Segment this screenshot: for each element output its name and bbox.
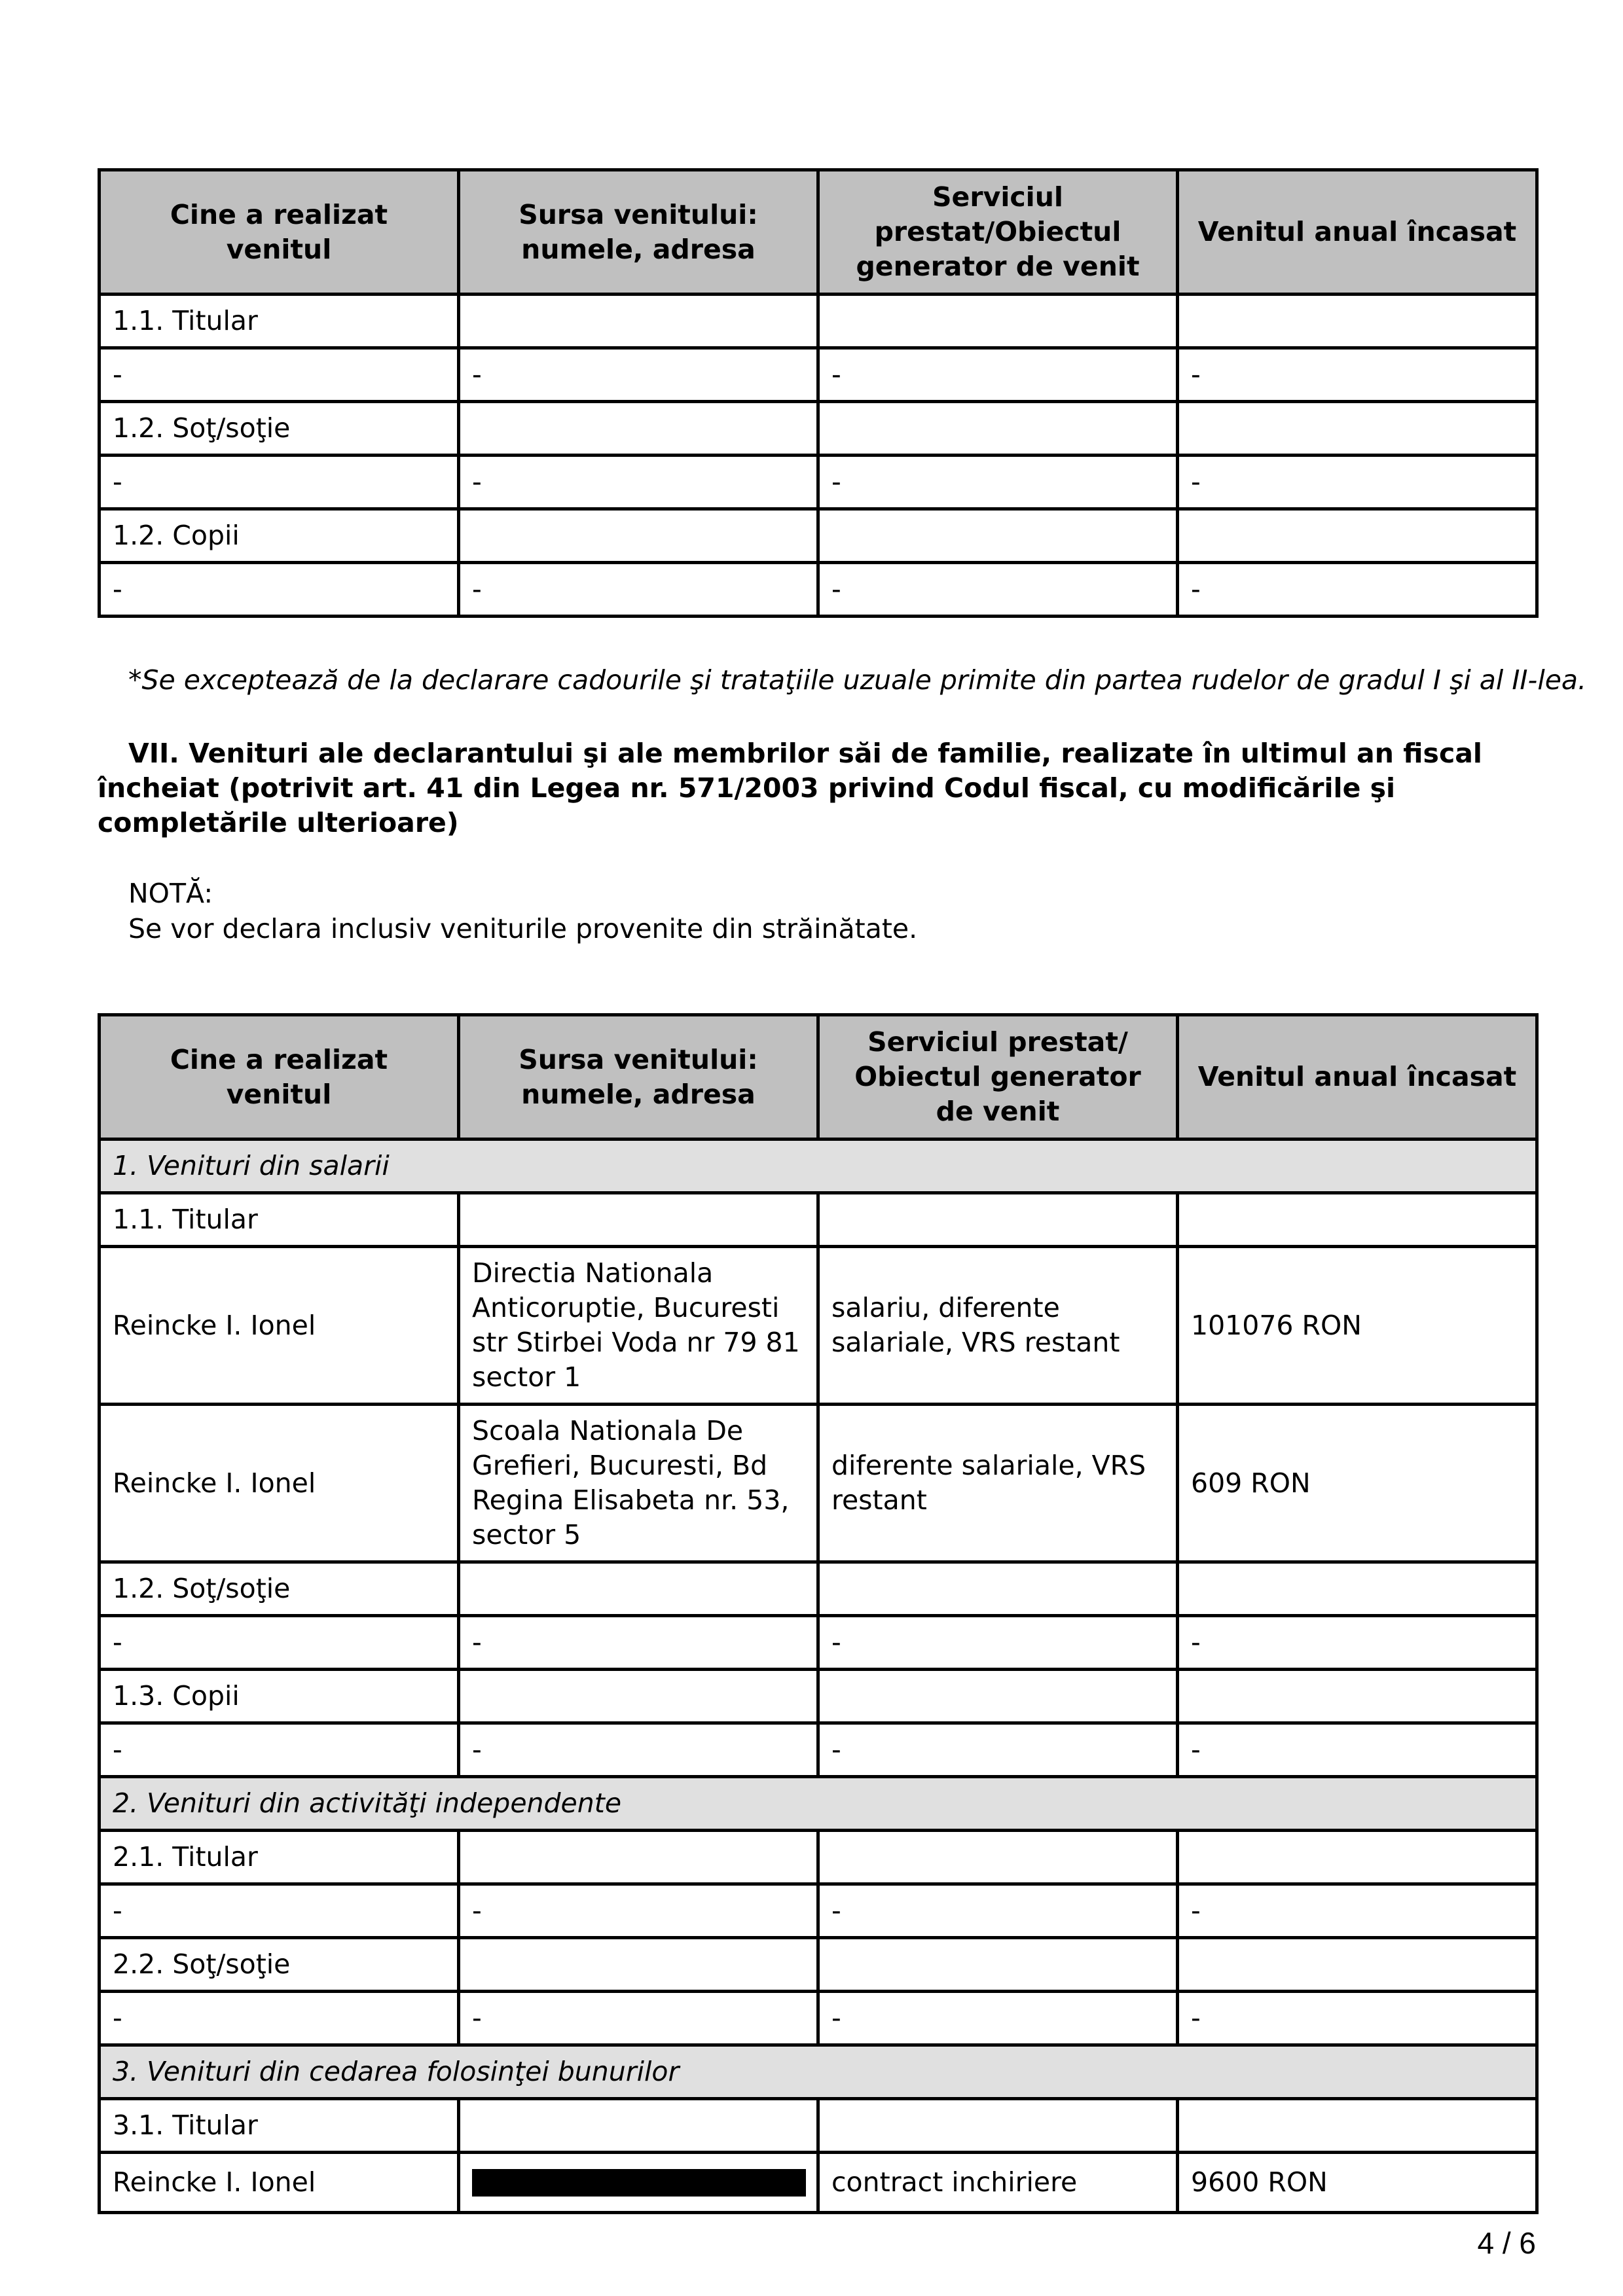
page-number: 4 / 6 [1477,2226,1536,2260]
cell-source [459,402,818,456]
cell-who: Reincke I. Ionel [100,2153,459,2213]
cell-service: - [818,456,1178,509]
cell-who: 1.2. Soţ/soţie [100,1562,459,1616]
cell-service [818,295,1178,348]
cell-income: - [1178,1616,1537,1670]
cell-service [818,1562,1178,1616]
cell-who: 2.1. Titular [100,1831,459,1884]
cell-source: - [459,348,818,402]
income-table-revenue [98,1013,1539,2214]
table-row [100,348,1537,402]
section-row [100,1139,1537,1193]
cell-service: salariu, diferente salariale, VRS restant [818,1247,1178,1405]
cell-who: - [100,1723,459,1777]
cell-service: - [818,1723,1178,1777]
table-row [100,1562,1537,1616]
redaction-bar [472,2169,806,2197]
cell-source [459,1562,818,1616]
cell-who: - [100,456,459,509]
cell-income [1178,295,1537,348]
cell-service: diferente salariale, VRS restant [818,1405,1178,1562]
income-table-gifts [98,168,1539,618]
cell-income [1178,2099,1537,2153]
table-row [100,1992,1537,2045]
cell-service [818,2099,1178,2153]
table-row [100,1938,1537,1992]
header-income: Venitul anual încasat [1178,1015,1537,1139]
section-row [100,1777,1537,1831]
table-row [100,1884,1537,1938]
table-row [100,1723,1537,1777]
table-row [100,1831,1537,1884]
table-header-row [100,170,1537,295]
cell-income [1178,509,1537,563]
cell-source [459,1938,818,1992]
cell-who: 1.2. Soţ/soţie [100,402,459,456]
header-service: Serviciul prestat/ Obiectul generator de venit [818,1015,1178,1139]
section-heading: VII. Venituri ale declarantului şi ale membrilor săi de familie, realizate în ultimul an fiscal încheiat (potrivit art. 41 din Legea nr. 571/2003 privind Codul fiscal, cu modificările şi completările ulterioare) [98,738,1482,838]
cell-service: contract inchiriere [818,2153,1178,2213]
nota-label: NOTĂ: [128,878,213,909]
header-who: Cine a realizat venitul [100,1015,459,1139]
header-income: Venitul anual încasat [1178,170,1537,295]
section-salaries: 1. Venituri din salarii [100,1139,1537,1193]
section-row [100,2045,1537,2099]
cell-service [818,1193,1178,1247]
cell-who: Reincke I. Ionel [100,1247,459,1405]
header-source: Sursa venitului: numele, adresa [459,170,818,295]
header-source: Sursa venitului: numele, adresa [459,1015,818,1139]
cell-income: - [1178,1992,1537,2045]
cell-who: - [100,1884,459,1938]
cell-income: - [1178,563,1537,617]
cell-who: - [100,563,459,617]
cell-income: 9600 RON [1178,2153,1537,2213]
cell-service: - [818,1616,1178,1670]
cell-who: 1.1. Titular [100,295,459,348]
cell-service: - [818,348,1178,402]
cell-service: - [818,1992,1178,2045]
cell-source: Scoala Nationala De Grefieri, Bucuresti, Bd Regina Elisabeta nr. 53, sector 5 [459,1405,818,1562]
cell-who: Reincke I. Ionel [100,1405,459,1562]
cell-income: - [1178,1723,1537,1777]
cell-source [459,295,818,348]
table-row [100,2099,1537,2153]
cell-source: - [459,456,818,509]
gifts-exception-note: *Se exceptează de la declarare cadourile şi trataţiile uzuale primite din partea rudelor de gradul I şi al II-lea. [128,664,1587,696]
cell-source [459,2153,818,2213]
cell-source [459,509,818,563]
cell-source [459,1670,818,1723]
cell-who: 1.3. Copii [100,1670,459,1723]
table-row [100,2153,1537,2213]
cell-service: - [818,1884,1178,1938]
table-row [100,1670,1537,1723]
table-row [100,295,1537,348]
table-row [100,563,1537,617]
cell-source [459,2099,818,2153]
cell-income [1178,1193,1537,1247]
cell-service [818,402,1178,456]
cell-income [1178,1938,1537,1992]
cell-income [1178,1670,1537,1723]
header-who: Cine a realizat venitul [100,170,459,295]
cell-income: - [1178,456,1537,509]
cell-source: - [459,1723,818,1777]
cell-source: - [459,1992,818,2045]
table-row [100,1616,1537,1670]
cell-income: - [1178,1884,1537,1938]
cell-service [818,1670,1178,1723]
cell-who: - [100,1992,459,2045]
section-independent-activities: 2. Venituri din activităţi independente [100,1777,1537,1831]
table-header-row [100,1015,1537,1139]
cell-service [818,509,1178,563]
table-row [100,456,1537,509]
cell-income [1178,402,1537,456]
header-service: Serviciul prestat/Obiectul generator de venit [818,170,1178,295]
cell-income [1178,1831,1537,1884]
cell-income: - [1178,348,1537,402]
cell-source: - [459,1616,818,1670]
cell-source [459,1193,818,1247]
cell-service: - [818,563,1178,617]
cell-source: - [459,563,818,617]
cell-who: - [100,348,459,402]
cell-service [818,1831,1178,1884]
cell-who: 3.1. Titular [100,2099,459,2153]
cell-who: - [100,1616,459,1670]
cell-income: 101076 RON [1178,1247,1537,1405]
table-row [100,509,1537,563]
cell-income: 609 RON [1178,1405,1537,1562]
cell-source [459,1831,818,1884]
table-row [100,1247,1537,1405]
table-row [100,402,1537,456]
cell-who: 1.2. Copii [100,509,459,563]
nota-text: Se vor declara inclusiv veniturile provenite din străinătate. [128,913,918,944]
cell-service [818,1938,1178,1992]
cell-income [1178,1562,1537,1616]
cell-who: 2.2. Soţ/soţie [100,1938,459,1992]
cell-who: 1.1. Titular [100,1193,459,1247]
cell-source: Directia Nationala Anticoruptie, Bucuresti str Stirbei Voda nr 79 81 sector 1 [459,1247,818,1405]
cell-source: - [459,1884,818,1938]
table-row [100,1405,1537,1562]
table-row [100,1193,1537,1247]
section-property-use: 3. Venituri din cedarea folosinţei bunurilor [100,2045,1537,2099]
